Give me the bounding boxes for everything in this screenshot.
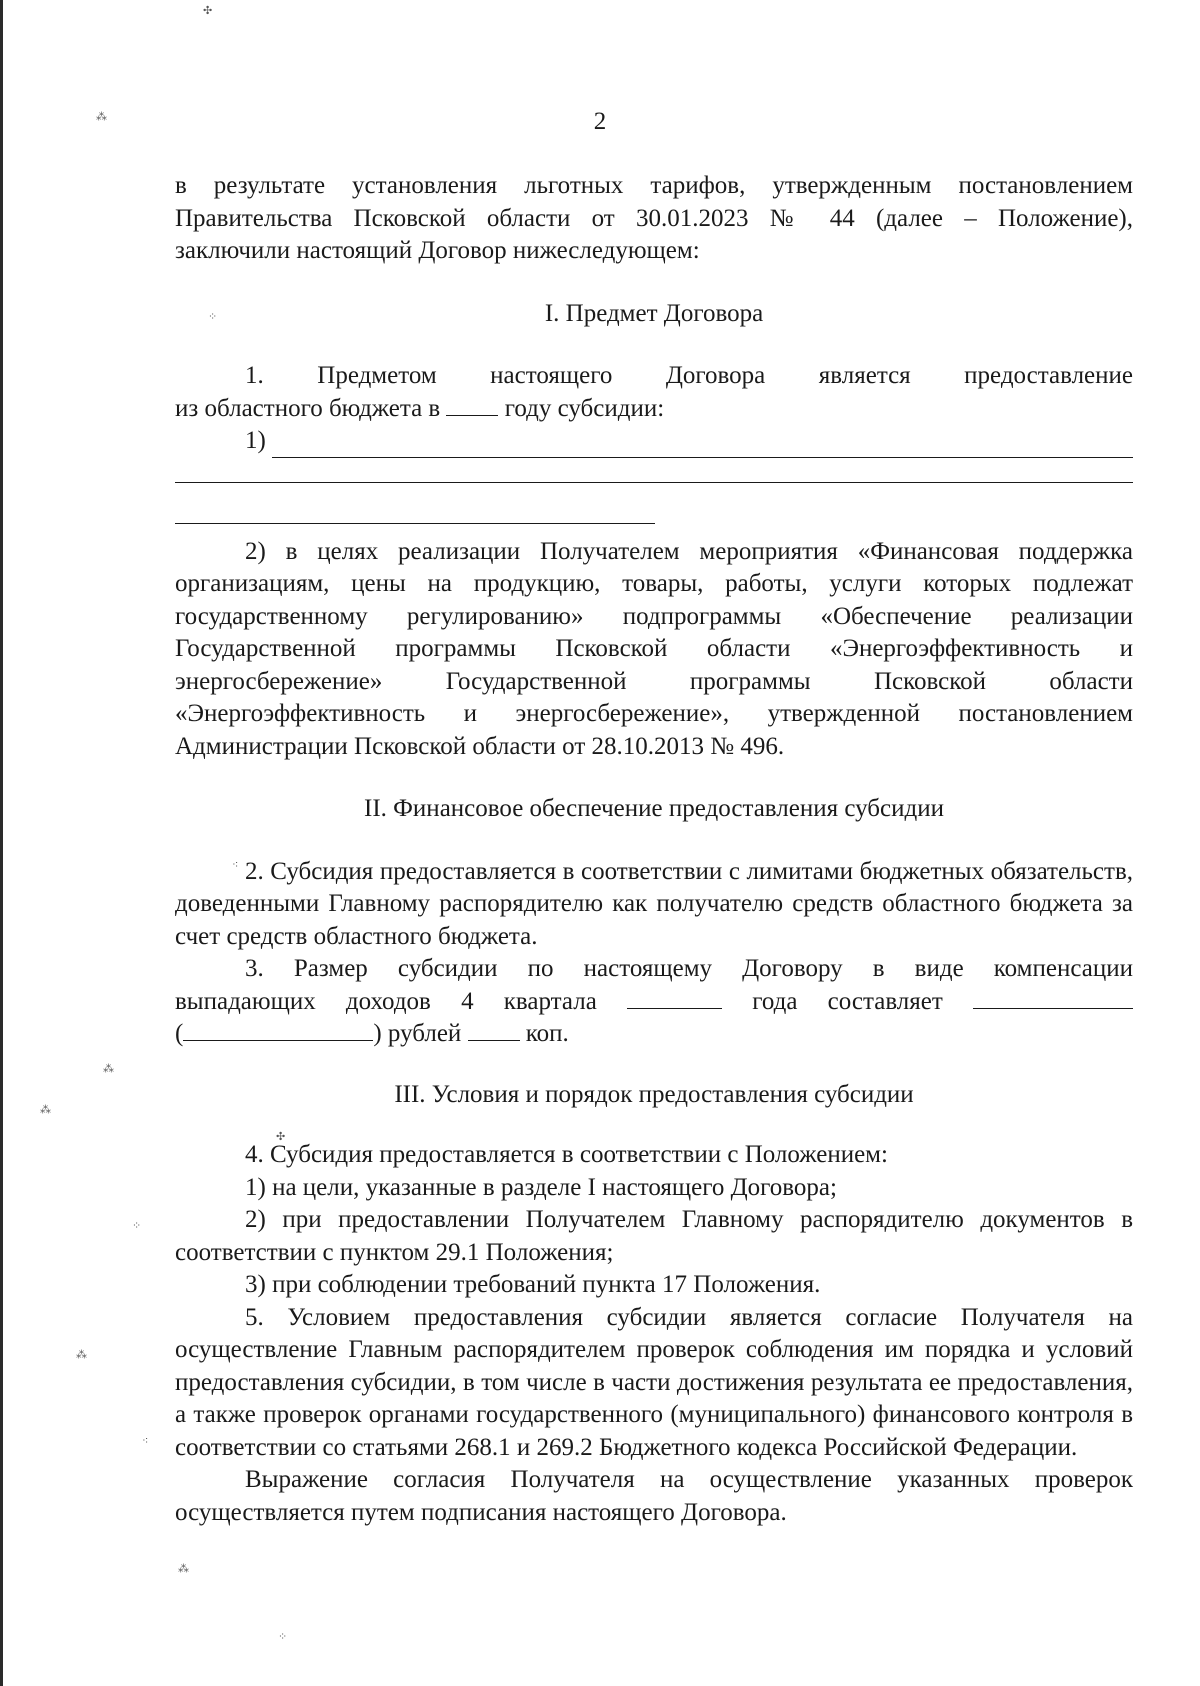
item-1-blank-line-2 [175, 458, 1133, 483]
year-blank [446, 393, 498, 416]
clause-4-item-1: 1) на цели, указанные в разделе I настоящего Договора; [245, 1173, 837, 1201]
scan-speck: ⁘ [132, 1219, 142, 1232]
clause-5-consent: Выражение согласия Получателя на осуществление указанных проверок осуществляется путем подписания настоящего Договора. [175, 1466, 1133, 1526]
section-1-heading: I. Предмет Договора [544, 299, 764, 327]
scan-speck: ⁂ [40, 1103, 51, 1116]
amount-blank [973, 986, 1133, 1009]
section-2-heading: II. Финансовое обеспечение предоставления субсидии [364, 795, 944, 822]
clause-3-line-c [175, 1018, 1133, 1051]
kopecks-label: коп. [525, 1020, 569, 1047]
scan-speck: ⁖ [232, 858, 239, 871]
intro-line-1: в результате установления льготных тарифов, утвержденным постановлением Правительства Псковской области от 30.01.2023 № 44 (далее – Положение), [175, 172, 1133, 232]
item-1-blank-line-3 [175, 493, 655, 524]
intro-line-2: заключили настоящий Договор нижеследующем: [175, 237, 700, 264]
clause-1-line-a: 1. Предметом настоящего Договора является предоставление [245, 362, 1133, 389]
rubles-label: ) рублей [373, 1020, 462, 1047]
paren-open: ( [175, 1020, 184, 1047]
clause-4-item-3: 3) при соблюдении требований пункта 17 Положения. [245, 1271, 821, 1298]
clause-3-line-a: 3. Размер субсидии по настоящему Договору в виде компенсации [245, 955, 1133, 982]
amount-words-blank [183, 1018, 373, 1041]
scan-speck: ⁂ [103, 1062, 114, 1075]
section-3-heading: III. Условия и порядок предоставления субсидии [394, 1080, 914, 1108]
scan-speck: ⁂ [178, 1562, 189, 1575]
item-1-blank-line [272, 435, 1133, 458]
clause-1-prefix: из областного бюджета в [175, 394, 441, 422]
clause-4-item-2: 2) при предоставлении Получателем Главному распорядителю документов в соответствии с пунктом 29.1 Положения; [175, 1206, 1133, 1266]
item-2-text: 2) в целях реализации Получателем мероприятия «Финансовая поддержка организациям, цены на продукцию, товары, работы, услуги которых подлежат государственному регулированию» подпрограммы «Обеспечение реализации Государственной программы Псковской области «Энергоэффективность и энергосбережение» Государственной программы Псковской области «Энергоэффективность и энергосбережение», утвержденной постановлением Администрации Псковской области от 28.10.2013 № 496. [175, 537, 1133, 760]
scan-speck: ⁂ [96, 110, 107, 123]
clause-4-text: 4. Субсидия предоставляется в соответствии с Положением: [245, 1141, 888, 1168]
scan-speck: ⁖ [142, 1434, 149, 1447]
clause-2-text: 2. Субсидия предоставляется в соответствии с лимитами бюджетных обязательств, доведенными Главному распорядителю как получателю средств областного бюджета за счет средств областного бюджета. [175, 857, 1133, 950]
scan-page-edge [0, 0, 3, 1686]
scan-speck: ⁘ [278, 1630, 288, 1643]
page-number: 2 [593, 108, 607, 135]
scan-speck: ⁂ [76, 1348, 87, 1361]
clause-5-text: 5. Условием предоставления субсидии является согласие Получателя на осуществление Главным распорядителем проверок соблюдения им порядка и условий предоставления субсидии, в том числе в части достижения результата ее предоставления, а также проверок органами государственного (муниципального) финансового контроля в соответствии со статьями 268.1 и 269.2 Бюджетного кодекса Российской Федерации. [175, 1303, 1133, 1461]
clause-1-suffix: году субсидии: [504, 394, 665, 422]
item-1-label: 1) [245, 427, 266, 454]
scan-speck: ✣ [276, 1130, 286, 1143]
clause-3-mid: года составляет [752, 987, 943, 1015]
year-blank [627, 986, 722, 1009]
scan-speck: ⁘ [208, 310, 218, 323]
clause-3-line-b [175, 986, 1133, 1019]
item-1-row [175, 425, 1133, 458]
document-body [175, 170, 1133, 1529]
kopecks-blank [468, 1018, 520, 1041]
clause-1-line-b [175, 393, 1133, 426]
scan-speck: ✣ [203, 4, 213, 17]
clause-3-prefix: выпадающих доходов 4 квартала [175, 987, 597, 1015]
